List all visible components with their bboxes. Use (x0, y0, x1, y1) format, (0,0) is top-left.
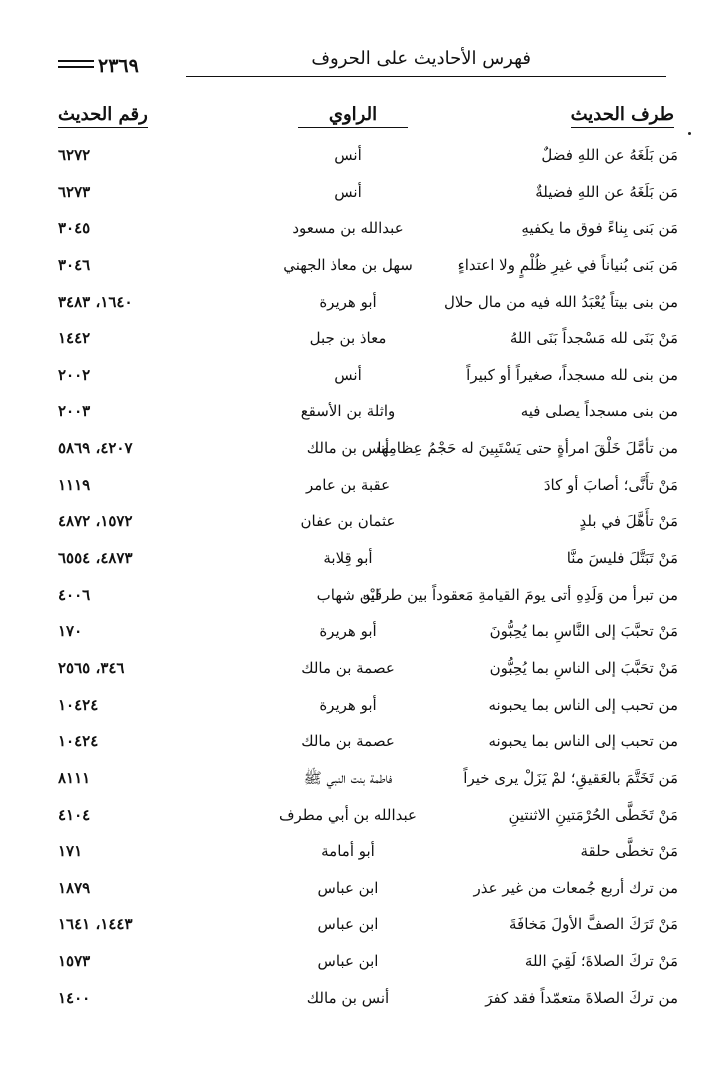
hadith-number: ١٤٤٣، ١٦٤١ (58, 915, 133, 934)
columns-header (58, 104, 678, 134)
narrator: معاذ بن جبل (309, 329, 387, 348)
header-rule (186, 76, 666, 77)
narrator: عبدالله بن أبي مطرف (278, 805, 417, 824)
index-row (58, 582, 678, 619)
hadith-number: ١١١٩ (58, 475, 91, 494)
hadith-text: مَن بَنى بُنياناً في غيرِ ظُلْمٍ ولا اعتداءٍ (457, 255, 678, 274)
narrator: أنس (334, 182, 362, 201)
hadith-number: ٦٢٧٣ (58, 182, 91, 201)
narrator: أنس بن مالك (306, 988, 390, 1007)
page-title: فهرس الأحاديث على الحروف (311, 48, 531, 69)
hadith-text: مَنْ تحبَّبَ إلى النَّاسِ بما يُحِبُّونَ (489, 622, 678, 641)
narrator: عصمة بن مالك (301, 658, 395, 677)
hadith-index-list (58, 142, 678, 1021)
hadith-text: من تحبب إلى الناس بما يحبونه (488, 695, 678, 714)
hadith-number: ٢٠٠٢ (58, 365, 91, 384)
hadith-text: من بنى بيتاً يُعْبَدُ الله فيه من مال حلال (444, 292, 678, 311)
column-header-hadith-number: رقم الحديث (58, 104, 148, 128)
hadith-text: مَنْ تَرَكَ الصفَّ الأولَ مَخافَةَ (509, 915, 678, 934)
index-row (58, 472, 678, 509)
index-row (58, 362, 678, 399)
index-row (58, 435, 678, 472)
narrator: ابن عباس (317, 952, 379, 971)
narrator: عصمة بن مالك (301, 732, 395, 751)
hadith-text: مَنْ تَبَتَّلَ فليسَ منَّا (566, 549, 678, 568)
hadith-text: مَنْ تَخَطَّى الحُرْمَتينِ الاثنتينِ (508, 805, 678, 824)
hadith-number: ١٠٤٢٤ (58, 732, 99, 751)
hadith-text: مَنْ تحَبَّبَ إلى الناسِ بما يُحِبُّون (489, 658, 678, 677)
hadith-number: ٢٠٠٣ (58, 402, 91, 421)
index-row (58, 142, 678, 179)
page-number-bars (58, 60, 94, 72)
index-row (58, 325, 678, 362)
index-row (58, 179, 678, 216)
index-row (58, 728, 678, 765)
index-row (58, 948, 678, 985)
index-row (58, 985, 678, 1022)
index-row (58, 911, 678, 948)
narrator: أبو هريرة (319, 622, 377, 641)
index-row (58, 252, 678, 289)
hadith-number: ١٥٧٢، ٤٨٧٢ (58, 512, 133, 531)
narrator: واثلة بن الأسقع (300, 402, 396, 421)
hadith-number: ١٥٧٣ (58, 952, 91, 971)
column-header-hadith-text: طرف الحديث (571, 104, 674, 128)
hadith-text: مَن تَخَتَّمَ بالعَقيقِ؛ لمْ يَزَلْ يرى خيراً (463, 768, 678, 787)
hadith-text: مَنْ تأَهَّلَ في بلدٍ (579, 512, 678, 531)
hadith-number: ٦٢٧٢ (58, 146, 91, 164)
hadith-text: مَن بَنى بِناءً فوق ما يكفيهِ (521, 219, 678, 238)
page-number: ٢٣٦٩ (98, 55, 139, 77)
narrator: فاطمة بنت النبي ﷺ (303, 768, 393, 787)
hadith-number: ٤٢٠٧، ٥٨٦٩ (58, 439, 133, 458)
narrator: ابن عباس (317, 915, 379, 934)
narrator: ابن عباس (317, 878, 379, 897)
index-row (58, 802, 678, 839)
page-header (58, 46, 666, 82)
hadith-number: ٤١٠٤ (58, 805, 91, 824)
index-row (58, 838, 678, 875)
hadith-text: من ترك أربع جُمعات من غير عذر (473, 878, 678, 897)
hadith-number: ٣٤٦، ٢٥٦٥ (58, 658, 125, 677)
hadith-number: ١٧٠ (58, 622, 83, 641)
index-row (58, 508, 678, 545)
hadith-text: مَنْ تأَنَّى؛ أصابَ أو كادَ (543, 475, 678, 494)
hadith-text: مَن بَلَغَهُ عن اللهِ فضيلةٌ (535, 182, 678, 201)
narrator: أبو هريرة (319, 695, 377, 714)
index-row (58, 875, 678, 912)
hadith-number: ٣٠٤٥ (58, 219, 91, 238)
narrator: أنس (334, 146, 362, 164)
index-row (58, 692, 678, 729)
narrator: أنس بن مالك (306, 439, 390, 458)
hadith-number: ١٨٧٩ (58, 878, 91, 897)
index-row (58, 215, 678, 252)
narrator: عقبة بن عامر (305, 475, 391, 494)
hadith-number: ١٦٤٠، ٣٤٨٣ (58, 292, 133, 311)
index-row (58, 618, 678, 655)
hadith-number: ٤٨٧٣، ٦٥٥٤ (58, 549, 133, 568)
hadith-text: من بنى مسجداً يصلى فيه (520, 402, 678, 421)
narrator: أبو قِلابة (323, 549, 373, 568)
narrator: عثمان بن عفان (300, 512, 396, 531)
hadith-number: ١٠٤٢٤ (58, 695, 99, 714)
index-row (58, 765, 678, 802)
hadith-number: ٤٠٠٦ (58, 585, 91, 604)
index-row (58, 655, 678, 692)
hadith-number: ١٧١ (58, 842, 83, 861)
narrator: سهل بن معاذ الجهني (283, 255, 413, 274)
stray-mark (688, 132, 691, 135)
hadith-number: ١٤٤٢ (58, 329, 91, 348)
hadith-text: من بنى لله مسجداً، صغيراً أو كبيراً (466, 365, 678, 384)
hadith-text: من تحبب إلى الناس بما يحبونه (488, 732, 678, 751)
hadith-text: من تركَ الصلاةَ متعمّداً فقد كفرَ (485, 988, 678, 1007)
narrator: أبو أمامة (321, 842, 375, 861)
hadith-text: مَنْ تركَ الصلاةَ؛ لَقِيَ اللهَ (524, 952, 678, 971)
narrator: أنس (334, 365, 362, 384)
hadith-text: مَن بَلَغَهُ عن اللهِ فضلٌ (541, 146, 678, 164)
column-header-narrator: الراوي (298, 104, 408, 128)
index-row (58, 398, 678, 435)
hadith-number: ٨١١١ (58, 768, 91, 787)
hadith-text: من تأمَّلَ خَلْقَ امرأةٍ حتى يَسْتَبِينَ له حَجْمُ عِظامِها (377, 439, 678, 458)
index-row (58, 289, 678, 326)
hadith-text: مَنْ تخطَّى حلقة (580, 842, 678, 861)
hadith-text: من تبرأ من وَلَدِهِ أتى يومَ القيامةِ مَعقوداً بين طرفَيْهِ (362, 585, 678, 604)
index-row (58, 545, 678, 582)
hadith-number: ١٤٠٠ (58, 988, 91, 1007)
narrator: عبدالله بن مسعود (292, 219, 404, 238)
hadith-text: مَنْ بَنَى لله مَسْجداً بَنَى اللهُ (509, 329, 678, 348)
hadith-number: ٣٠٤٦ (58, 255, 91, 274)
narrator: أبو هريرة (319, 292, 377, 311)
narrator: ابن شهاب (316, 585, 380, 604)
